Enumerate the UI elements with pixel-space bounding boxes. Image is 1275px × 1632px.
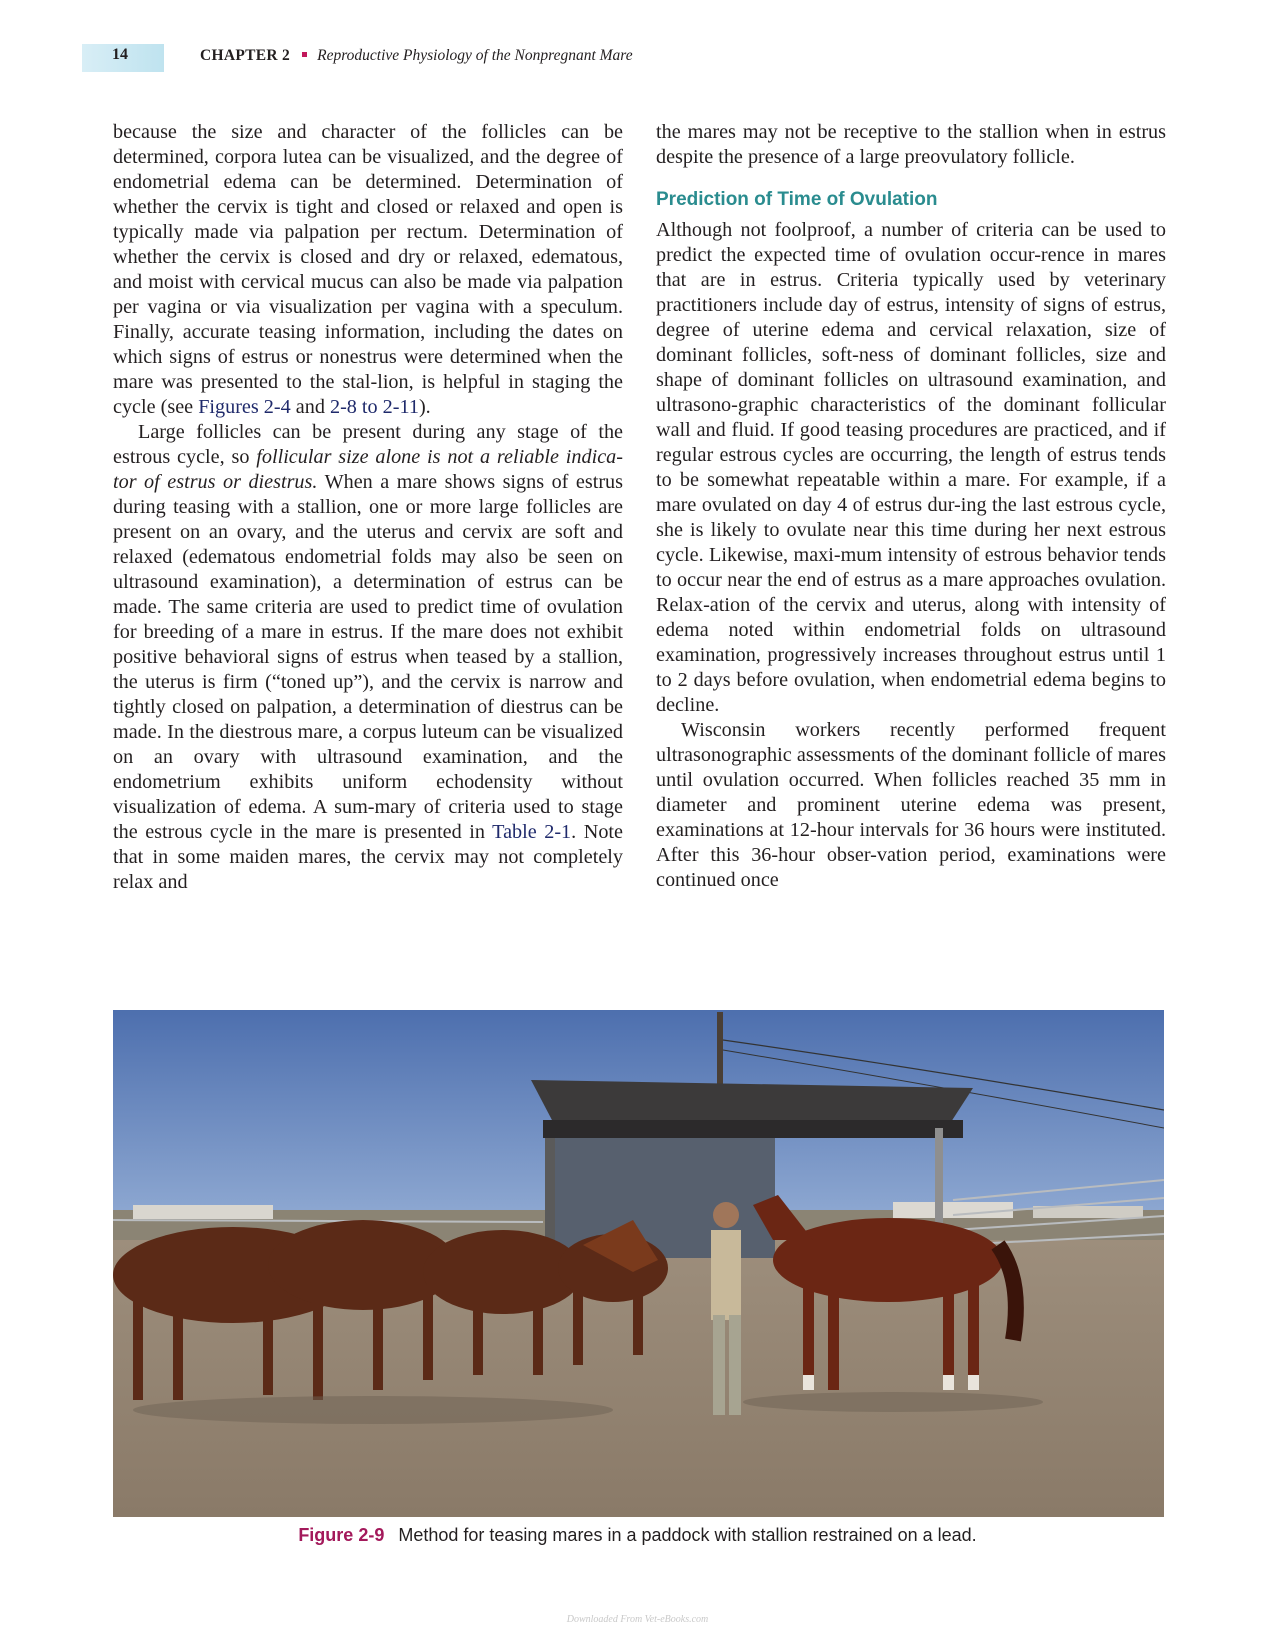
right-paragraph-2: Although not foolproof, a number of criteria can be used to predict the expected time of ovulation occur-rence in mares that are in estrus. Criteria typically used by veterinary practitioners include day of estrus, intensity of signs of estrus, degree of uterine edema and cervical relaxation, size of dominant follicles, soft-ness of dominant follicles, size and shape of dominant follicles on ultrasound examination, and ultrasono-graphic characteristics of the dominant follicular wall and fluid. If good teasing procedures are practiced, and if regular estrous cycles are occurring, the length of estrus tends to be somewhat repeatable within a mare. For example, if a mare ovulated on day 4 of estrus dur-ing the last estrous cycle, she is likely to ovulate near this time during her next estrous cycle. Likewise, maxi-mum intensity of estrous behavior tends to occur near the end of estrus as a mare approaches ovulation. Relax-ation of the cervix and uterus, along with intensity of edema noted within endometrial folds on ultrasound examination, progressively increases throughout estrus until 1 to 2 days before ovulation, when endometrial edema begins to decline. — [656, 219, 1166, 716]
text-run: . Note that in some maiden mares, the cervix may not completely relax and — [113, 821, 623, 893]
left-paragraph-1 — [113, 120, 623, 420]
text-run: ). — [418, 396, 431, 418]
text-run: When a mare shows signs of estrus during teasing with a stallion, one or more large follicles are present on an ovary, and the uterus and cervix are soft and relaxed (edematous endometrial folds may also be seen on ultrasound examination), a determination of estrus can be made. The same criteria are used to predict time of ovulation for breeding of a mare in estrus. If the mare does not exhibit positive behavioral signs of estrus when teased by a stallion, the uterus is firm (“toned up”), and the cervix is narrow and tightly closed on palpation, a determination of diestrus can be made. In the diestrous mare, a corpus luteum can be visualized on an ovary with ultrasound examination, and the endometrium exhibits uniform echodensity without visualization of edema. A sum-mary of criteria used to stage the estrous cycle in the mare is presented in — [113, 471, 623, 843]
right-column — [656, 120, 1166, 893]
figures-range-cross-reference[interactable]: 2-8 to 2-11 — [329, 396, 419, 418]
chapter-title: Reproductive Physiology of the Nonpregnant Mare — [317, 47, 633, 64]
chapter-label: CHAPTER 2 — [200, 47, 291, 64]
figures-cross-reference[interactable]: Figures 2-4 — [198, 396, 291, 418]
table-cross-reference[interactable]: Table 2-1 — [492, 821, 572, 843]
left-column — [113, 120, 623, 895]
text-run: Large follicles can be present during any stage of the estrous cycle, so — [113, 421, 623, 468]
emphasis-text: follicular size alone is not a reliable indica-tor of estrus or diestrus. — [113, 446, 623, 493]
figure-caption-text: Method for teasing mares in a paddock with stallion restrained on a lead. — [398, 1525, 977, 1545]
section-heading: Prediction of Time of Ovulation — [656, 189, 938, 210]
download-watermark: Downloaded From Vet-eBooks.com — [566, 1614, 709, 1625]
text-run: because the size and character of the follicles can be determined, corpora lutea can be visualized, and the degree of endometrial edema can be determined. Determination of whether the cervix is tight and closed or relaxed and open is typically made via palpation per rectum. Determination of whether the cervix is closed and dry or relaxed, edematous, and moist with cervical mucus can also be made via palpation per vagina or via visualization per vagina with a speculum. Finally, accurate teasing information, including the dates on which signs of estrus or nonestrus were determined when the mare was presented to the stal-lion, is helpful in staging the cycle (see — [113, 121, 623, 418]
text-run: and — [290, 396, 330, 418]
figure-photo — [113, 1010, 1164, 1517]
square-bullet-icon — [302, 52, 307, 57]
page-number: 14 — [112, 46, 128, 63]
right-paragraph-1: the mares may not be receptive to the stallion when in estrus despite the presence of a large preovulatory follicle. — [656, 121, 1166, 168]
running-head — [200, 47, 633, 65]
paddock-photo-illustration — [113, 1010, 1164, 1517]
left-paragraph-2 — [113, 420, 623, 895]
figure-caption — [0, 1525, 1275, 1546]
right-paragraph-3: Wisconsin workers recently performed frequent ultrasonographic assessments of the dominant follicle of mares until ovulation occurred. When follicles reached 35 mm in diameter and prominent uterine edema was present, examinations at 12-hour intervals for 36 hours were instituted. After this 36-hour obser-vation period, examinations were continued once — [656, 719, 1166, 891]
figure-label: Figure 2-9 — [298, 1525, 385, 1545]
